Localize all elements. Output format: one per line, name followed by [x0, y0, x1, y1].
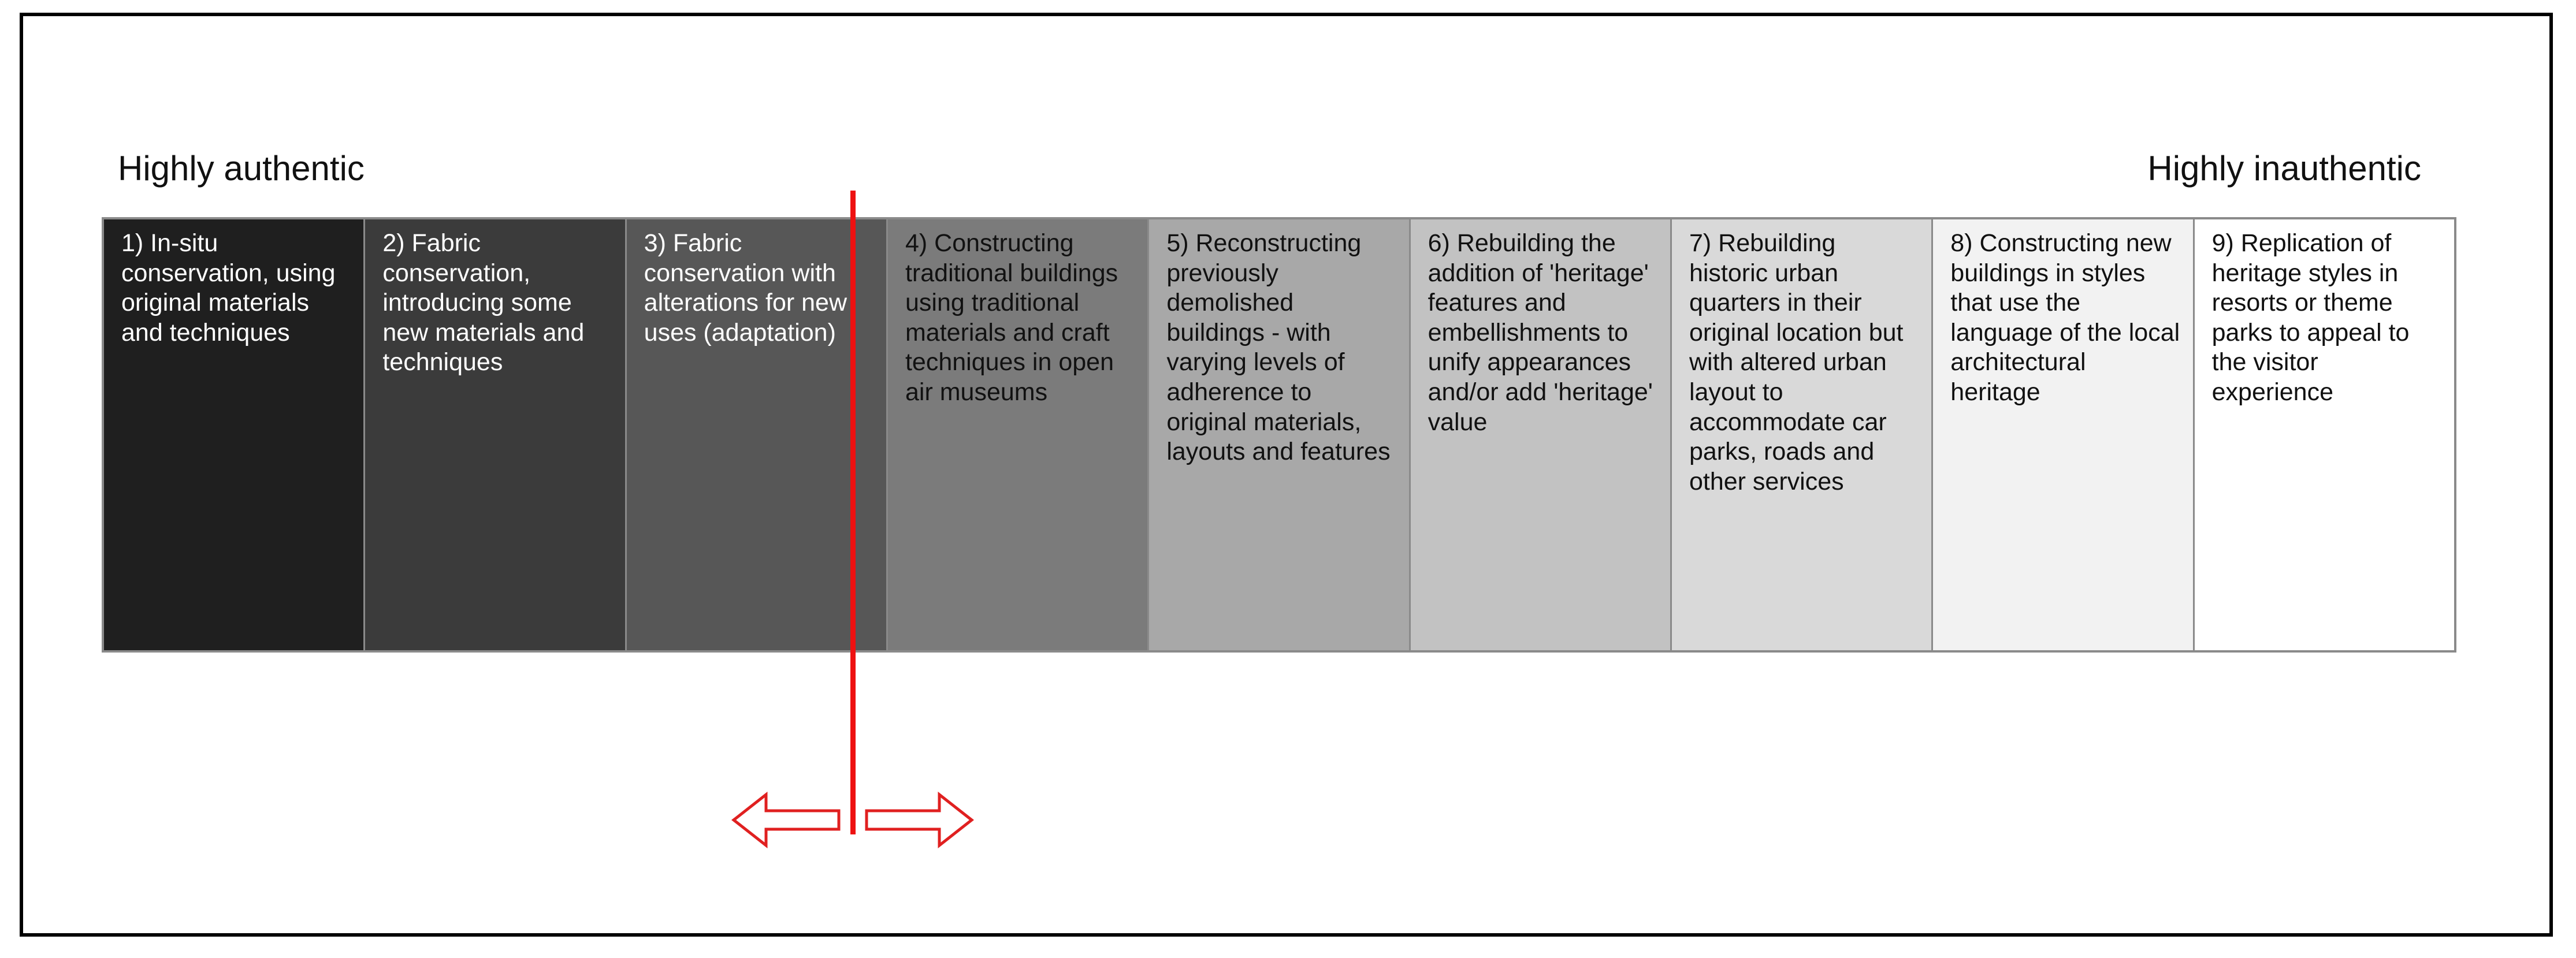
label-highly-authentic: Highly authentic	[118, 149, 365, 188]
scale-cell-6-text: 6) Rebuilding the addition of 'heritage' features and embellishments to unify appearances and/or add 'heritage' value	[1428, 229, 1653, 436]
scale-cell-8-text: 8) Constructing new buildings in styles that use the language of the local architectural heritage	[1950, 229, 2180, 406]
scale-cell-3	[625, 219, 886, 650]
arrow-right-icon	[864, 791, 974, 849]
authenticity-scale	[102, 217, 2456, 653]
scale-cell-1-text: 1) In-situ conservation, using original materials and techniques	[121, 229, 336, 346]
label-highly-inauthentic: Highly inauthentic	[2147, 149, 2421, 188]
scale-cell-1	[104, 219, 363, 650]
scale-cell-2-text: 2) Fabric conservation, introducing some new materials and techniques	[382, 229, 585, 377]
scale-cell-7	[1670, 219, 1931, 650]
scale-cell-4-text: 4) Constructing traditional buildings using traditional materials and craft techniques in open air museums	[905, 229, 1118, 406]
scale-cell-4	[886, 219, 1147, 650]
threshold-divider-line	[850, 191, 856, 834]
scale-cell-9	[2193, 219, 2454, 650]
scale-cell-9-text: 9) Replication of heritage styles in resorts or theme parks to appeal to the visitor experience	[2211, 229, 2410, 406]
scale-cell-6	[1409, 219, 1670, 650]
arrow-left-icon	[731, 791, 841, 849]
scale-cell-8	[1931, 219, 2192, 650]
scale-cell-5-text: 5) Reconstructing previously demolished buildings - with varying levels of adherence to original materials, layouts and features	[1166, 229, 1391, 466]
scale-cell-3-text: 3) Fabric conservation with alterations for new uses (adaptation)	[644, 229, 847, 346]
scale-cell-7-text: 7) Rebuilding historic urban quarters in their original location but with altered urban layout to accommodate car parks, roads and other services	[1689, 229, 1904, 495]
scale-cell-2	[363, 219, 625, 650]
scale-cell-5	[1147, 219, 1408, 650]
